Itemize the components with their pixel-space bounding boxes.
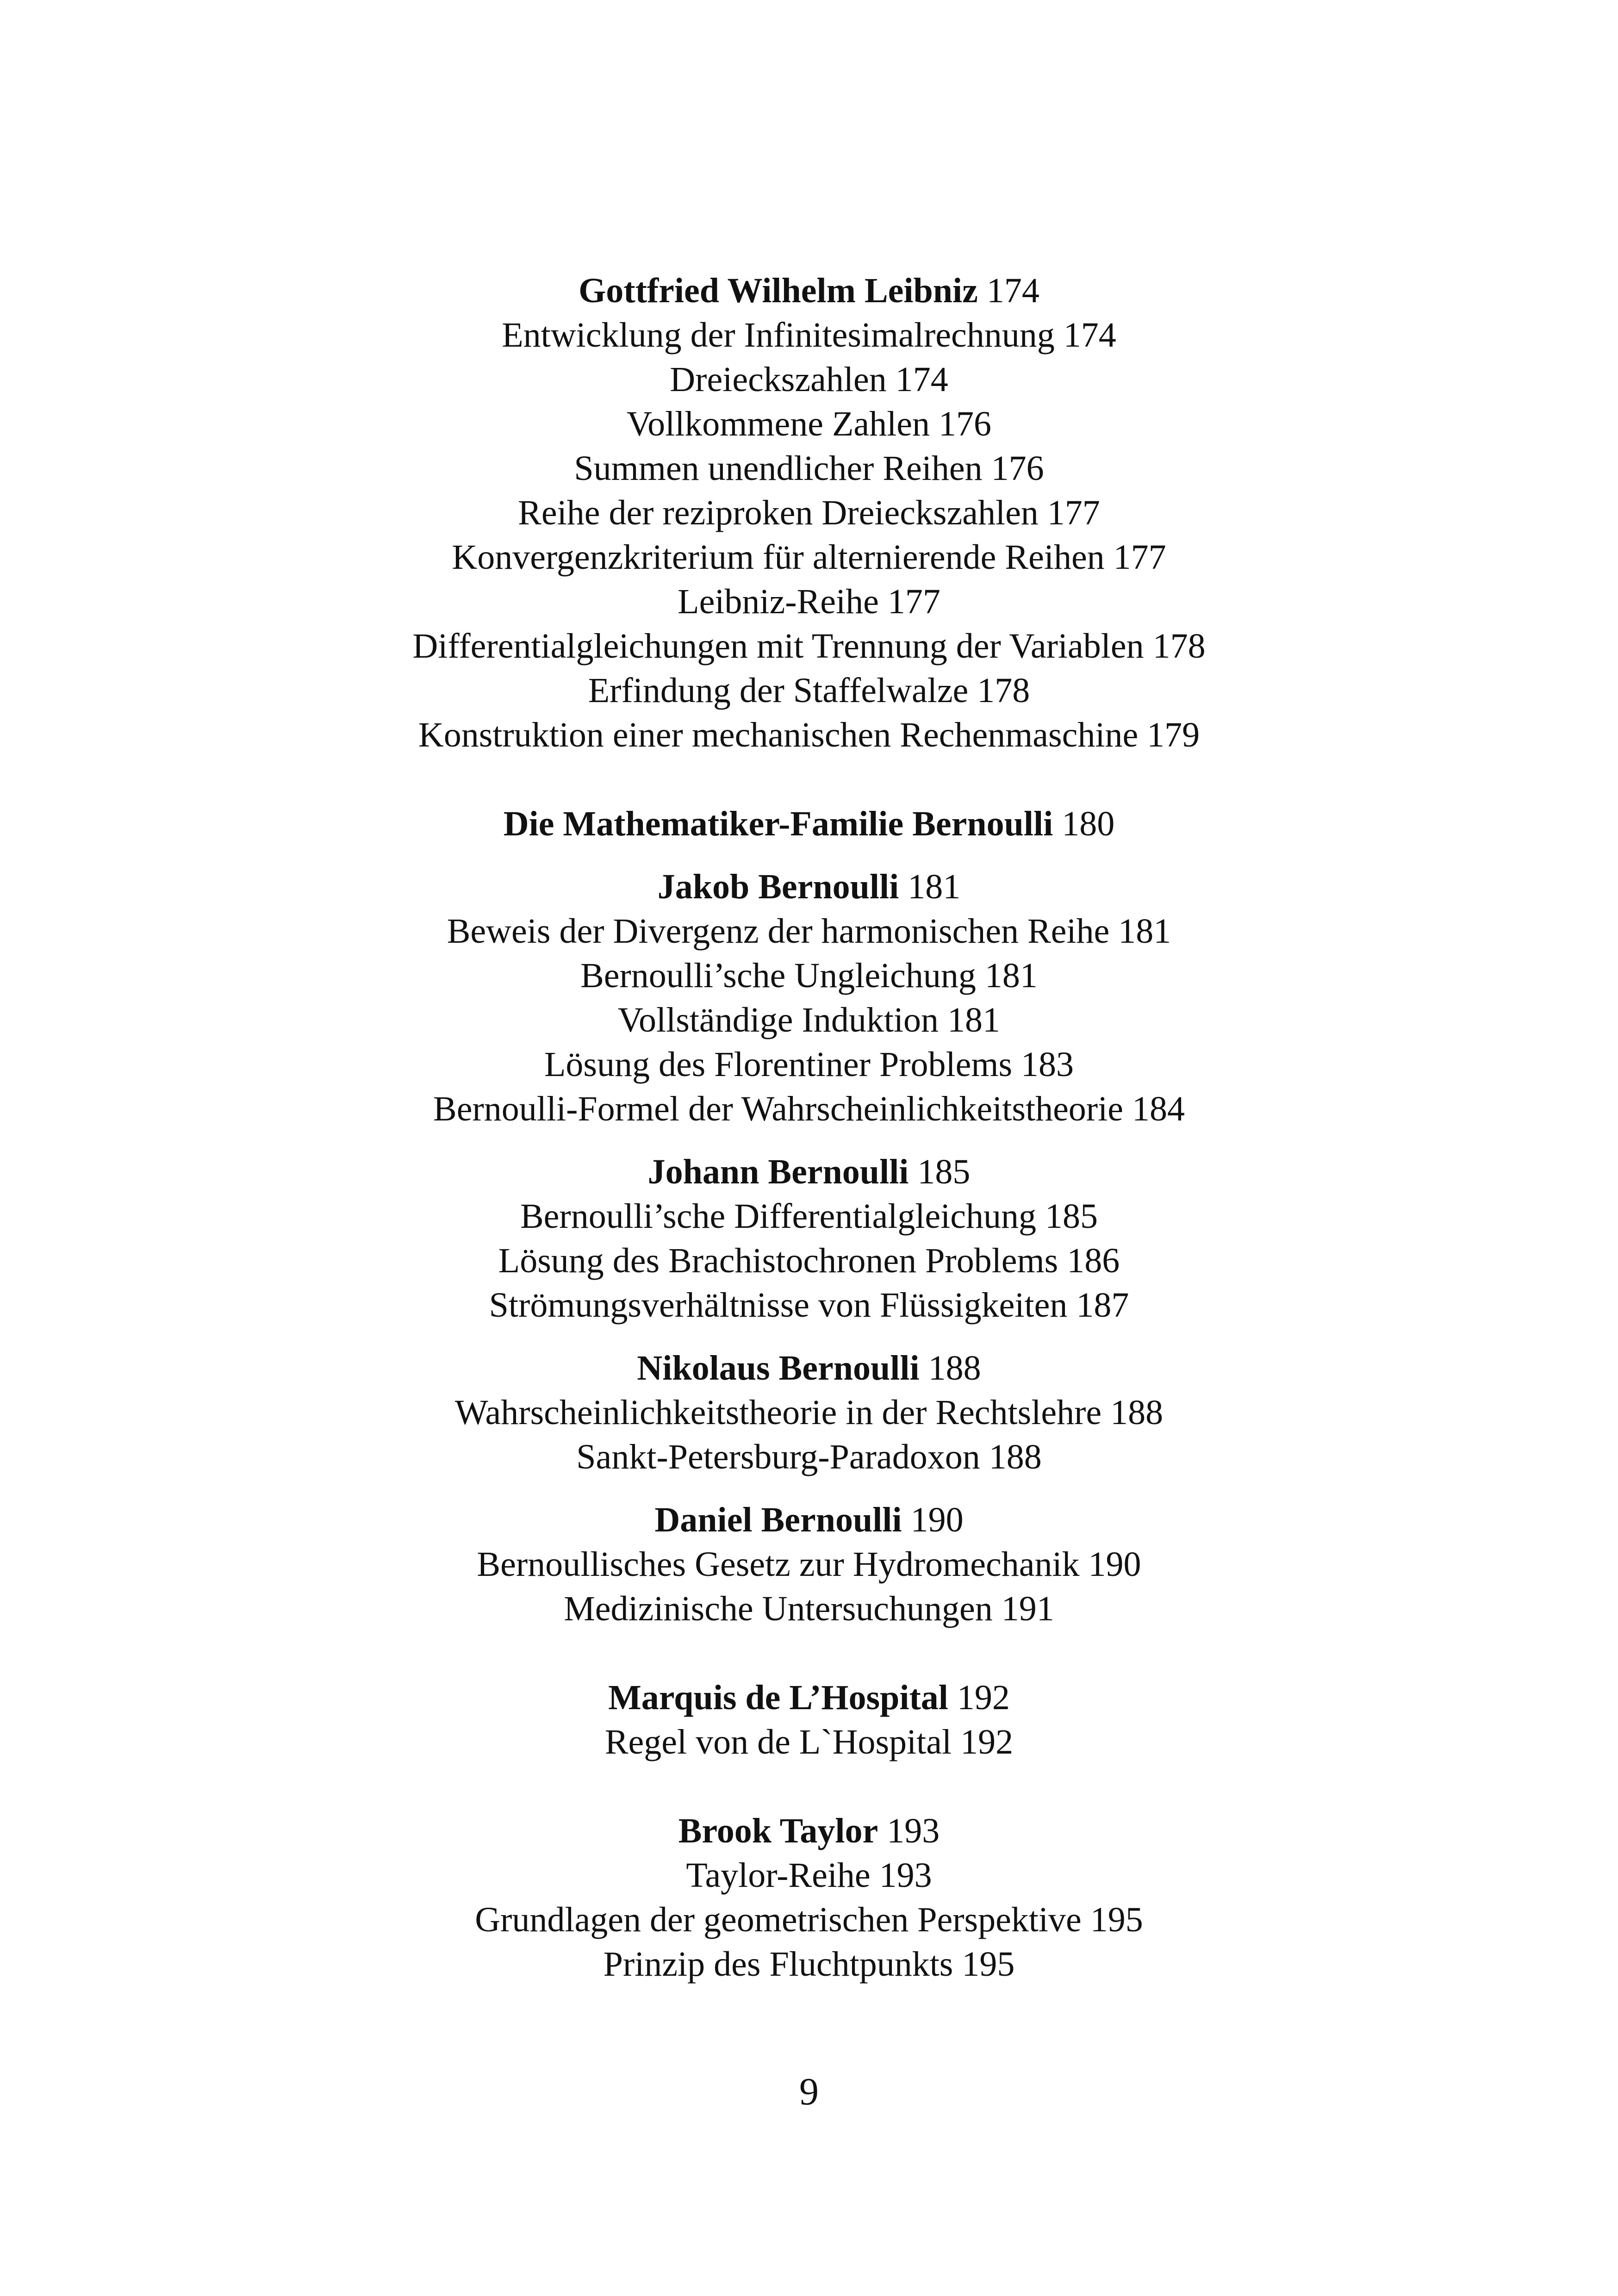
section-title: Die Mathematiker-Familie Bernoulli bbox=[503, 804, 1053, 843]
toc-entry: Beweis der Divergenz der harmonischen Reihe 181 bbox=[447, 912, 1171, 951]
toc-entry: Vollkommene Zahlen 176 bbox=[626, 404, 992, 443]
section-page: 174 bbox=[986, 271, 1039, 310]
section-heading bbox=[0, 1498, 1618, 1542]
toc-entry: Konvergenzkriterium für alternierende Reihen 177 bbox=[452, 538, 1166, 577]
toc-entry: Lösung des Florentiner Problems 183 bbox=[544, 1045, 1074, 1084]
toc-entry: Dreieckszahlen 174 bbox=[670, 360, 948, 399]
section-page: 193 bbox=[887, 1811, 940, 1850]
section-page: 181 bbox=[908, 867, 961, 906]
toc-entry: Medizinische Untersuchungen 191 bbox=[564, 1589, 1054, 1628]
toc-entry: Taylor-Reihe 193 bbox=[686, 1856, 932, 1895]
toc-section-johann-bernoulli bbox=[0, 1150, 1618, 1327]
toc-entry: Prinzip des Fluchtpunkts 195 bbox=[603, 1945, 1015, 1984]
section-title: Johann Bernoulli bbox=[647, 1152, 909, 1191]
section-title: Gottfried Wilhelm Leibniz bbox=[579, 271, 978, 310]
section-title: Daniel Bernoulli bbox=[654, 1500, 902, 1539]
toc-entry: Grundlagen der geometrischen Perspektive 195 bbox=[475, 1900, 1143, 1939]
toc-entry: Konstruktion einer mechanischen Rechenmaschine 179 bbox=[418, 716, 1200, 754]
toc-entry: Summen unendlicher Reihen 176 bbox=[574, 449, 1044, 488]
toc-section-daniel-bernoulli bbox=[0, 1498, 1618, 1631]
section-heading bbox=[0, 268, 1618, 313]
section-page: 188 bbox=[928, 1349, 981, 1388]
toc-entry: Entwicklung der Infinitesimalrechnung 174 bbox=[502, 316, 1116, 355]
toc-entry: Regel von de L`Hospital 192 bbox=[604, 1723, 1014, 1761]
toc-entry: Bernoulli-Formel der Wahrscheinlichkeitstheorie 184 bbox=[433, 1089, 1185, 1128]
toc-entry: Strömungsverhältnisse von Flüssigkeiten 187 bbox=[489, 1286, 1129, 1325]
section-title: Nikolaus Bernoulli bbox=[637, 1349, 920, 1388]
table-of-contents bbox=[0, 268, 1618, 1986]
toc-entry: Bernoullisches Gesetz zur Hydromechanik 190 bbox=[477, 1545, 1141, 1584]
toc-entry: Lösung des Brachistochronen Problems 186 bbox=[498, 1241, 1120, 1280]
page-number: 9 bbox=[799, 2070, 819, 2113]
toc-entry: Wahrscheinlichkeitstheorie in der Rechtslehre 188 bbox=[454, 1393, 1164, 1432]
section-title: Brook Taylor bbox=[678, 1811, 878, 1850]
toc-section-bernoulli-family bbox=[0, 802, 1618, 846]
toc-section-leibniz bbox=[0, 268, 1618, 757]
toc-entry: Bernoulli’sche Differentialgleichung 185 bbox=[520, 1197, 1098, 1236]
section-heading bbox=[0, 1809, 1618, 1853]
toc-section-nikolaus-bernoulli bbox=[0, 1346, 1618, 1479]
section-page: 185 bbox=[917, 1152, 971, 1191]
section-heading bbox=[0, 802, 1618, 846]
toc-entry: Bernoulli’sche Ungleichung 181 bbox=[580, 956, 1038, 995]
toc-section-brook-taylor bbox=[0, 1809, 1618, 1986]
section-page: 180 bbox=[1062, 804, 1115, 843]
toc-entry: Vollständige Induktion 181 bbox=[617, 1001, 1001, 1039]
toc-entry: Leibniz-Reihe 177 bbox=[678, 582, 940, 621]
toc-entry: Erfindung der Staffelwalze 178 bbox=[588, 671, 1030, 710]
toc-section-jakob-bernoulli bbox=[0, 865, 1618, 1131]
toc-section-lhospital bbox=[0, 1675, 1618, 1764]
toc-entry: Differentialgleichungen mit Trennung der Variablen 178 bbox=[412, 627, 1206, 666]
section-page: 192 bbox=[957, 1678, 1010, 1717]
section-heading bbox=[0, 1675, 1618, 1720]
section-heading bbox=[0, 1346, 1618, 1390]
section-heading bbox=[0, 865, 1618, 909]
section-page: 190 bbox=[910, 1500, 964, 1539]
toc-entry: Sankt-Petersburg-Paradoxon 188 bbox=[576, 1437, 1042, 1476]
toc-entry: Reihe der reziproken Dreieckszahlen 177 bbox=[518, 493, 1100, 532]
section-title: Marquis de L’Hospital bbox=[608, 1678, 948, 1717]
section-title: Jakob Bernoulli bbox=[657, 867, 899, 906]
section-heading bbox=[0, 1150, 1618, 1194]
